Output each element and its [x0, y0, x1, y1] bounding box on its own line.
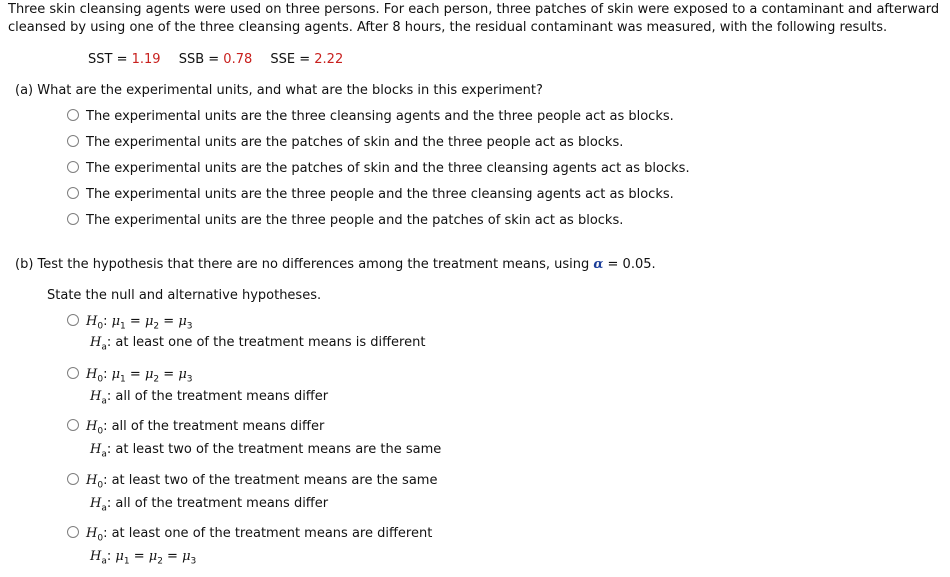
ha-text: at least one of the treatment means is different: [115, 335, 426, 350]
option-text: The experimental units are the patches of skin and the three cleansing agents act as blocks.: [86, 161, 690, 176]
mu-symbol: μ: [144, 314, 154, 329]
radio-button[interactable]: [67, 213, 79, 225]
intro-line-2: cleansed by using one of the three cleansing agents. After 8 hours, the residual contaminant was measured, with the following results.: [8, 20, 888, 35]
h0-text: at least one of the treatment means are different: [111, 526, 433, 541]
h0-subscript: 0: [97, 374, 104, 385]
alpha-symbol: α: [593, 257, 604, 272]
sst-label: SST =: [88, 52, 132, 67]
h0-text: at least two of the treatment means are the same: [111, 473, 438, 488]
ha-subscript: a: [101, 556, 107, 567]
ha-symbol: H: [90, 549, 102, 564]
h0-subscript: 0: [97, 321, 104, 332]
radio-button[interactable]: [67, 109, 79, 121]
problem-intro: [8, 1, 939, 37]
part-a-option-1[interactable]: [67, 109, 674, 124]
ha-text: all of the treatment means differ: [115, 389, 329, 404]
hypothesis-option-5-ha: [90, 549, 196, 567]
ha-symbol: H: [90, 442, 102, 457]
colon: :: [103, 526, 112, 541]
mu-subscript: 3: [190, 556, 197, 567]
mu-subscript: 1: [120, 374, 126, 385]
mu-symbol: μ: [111, 367, 121, 382]
mu-subscript: 2: [153, 321, 160, 332]
colon: :: [103, 367, 112, 382]
colon: :: [106, 442, 116, 457]
colon: :: [103, 473, 112, 488]
mu-symbol: μ: [182, 549, 191, 564]
sse-value: 2.22: [314, 52, 344, 67]
radio-button[interactable]: [67, 187, 79, 199]
part-a-question: (a) What are the experimental units, and what are the blocks in this experiment?: [15, 83, 543, 98]
mu-subscript: 1: [123, 556, 130, 567]
mu-symbol: μ: [178, 314, 187, 329]
state-hypotheses-prompt: State the null and alternative hypotheses.: [47, 288, 322, 303]
part-b-question: [15, 257, 656, 272]
alpha-value: = 0.05.: [603, 257, 656, 272]
mu-symbol: μ: [111, 314, 121, 329]
hypothesis-option-2[interactable]: [67, 367, 193, 385]
radio-button[interactable]: [67, 367, 79, 379]
h0-symbol: H: [86, 419, 98, 434]
colon: :: [103, 314, 112, 329]
hypothesis-option-1[interactable]: [67, 314, 193, 332]
mu-symbol: μ: [115, 549, 124, 564]
h0-symbol: H: [86, 367, 98, 382]
colon: :: [106, 335, 116, 350]
hypothesis-option-5[interactable]: [67, 526, 432, 544]
colon: :: [106, 549, 116, 564]
radio-button[interactable]: [67, 473, 79, 485]
radio-button[interactable]: [67, 526, 79, 538]
hypothesis-option-2-ha: [90, 389, 328, 407]
equals: =: [159, 367, 179, 382]
colon: :: [103, 419, 112, 434]
ha-subscript: a: [101, 342, 107, 353]
ha-symbol: H: [90, 335, 102, 350]
mu-symbol: μ: [178, 367, 187, 382]
mu-subscript: 3: [186, 374, 193, 385]
hypothesis-option-4[interactable]: [67, 473, 437, 491]
mu-subscript: 2: [153, 374, 160, 385]
part-a-option-2[interactable]: [67, 135, 623, 150]
h0-text: all of the treatment means differ: [111, 419, 325, 434]
ha-symbol: H: [90, 389, 102, 404]
hypothesis-option-4-ha: [90, 496, 328, 514]
part-a-option-3[interactable]: [67, 161, 690, 176]
mu-subscript: 2: [157, 556, 163, 567]
equals: =: [162, 549, 183, 564]
ha-symbol: H: [90, 496, 102, 511]
h0-subscript: 0: [97, 426, 104, 437]
h0-symbol: H: [86, 526, 98, 541]
hypothesis-option-1-ha: [90, 335, 425, 353]
part-a-option-4[interactable]: [67, 187, 674, 202]
equals: =: [125, 367, 145, 382]
ha-text: all of the treatment means differ: [115, 496, 329, 511]
ha-subscript: a: [101, 449, 107, 460]
mu-symbol: μ: [144, 367, 154, 382]
h0-subscript: 0: [97, 480, 104, 491]
ha-text: at least two of the treatment means are the same: [115, 442, 442, 457]
ha-subscript: a: [101, 396, 107, 407]
ssb-label: SSB =: [178, 52, 224, 67]
h0-symbol: H: [86, 314, 98, 329]
option-text: The experimental units are the patches of skin and the three people act as blocks.: [86, 135, 624, 150]
option-text: The experimental units are the three cleansing agents and the three people act as blocks.: [86, 109, 674, 124]
colon: :: [106, 496, 116, 511]
equals: =: [159, 314, 179, 329]
intro-line-1: Three skin cleansing agents were used on three persons. For each person, three patches of skin were exposed to a contaminant and afterward: [8, 2, 940, 17]
equals: =: [125, 314, 145, 329]
h0-subscript: 0: [97, 533, 104, 544]
radio-button[interactable]: [67, 161, 79, 173]
ssb-value: 0.78: [223, 52, 253, 67]
h0-symbol: H: [86, 473, 98, 488]
hypothesis-option-3[interactable]: [67, 419, 324, 437]
mu-subscript: 3: [186, 321, 193, 332]
colon: :: [106, 389, 116, 404]
mu-subscript: 1: [120, 321, 126, 332]
part-a-option-5[interactable]: [67, 213, 623, 228]
hypothesis-option-3-ha: [90, 442, 441, 460]
equals: =: [129, 549, 149, 564]
option-text: The experimental units are the three people and the patches of skin act as blocks.: [86, 213, 624, 228]
ha-subscript: a: [101, 503, 107, 514]
radio-button[interactable]: [67, 314, 79, 326]
mu-symbol: μ: [148, 549, 158, 564]
option-text: The experimental units are the three people and the three cleansing agents act as blocks.: [86, 187, 674, 202]
sst-value: 1.19: [131, 52, 161, 67]
radio-button[interactable]: [67, 419, 79, 431]
part-b-question-text: (b) Test the hypothesis that there are no differences among the treatment means, using: [15, 257, 590, 272]
sse-label: SSE =: [270, 52, 315, 67]
sum-of-squares: [88, 52, 343, 67]
radio-button[interactable]: [67, 135, 79, 147]
